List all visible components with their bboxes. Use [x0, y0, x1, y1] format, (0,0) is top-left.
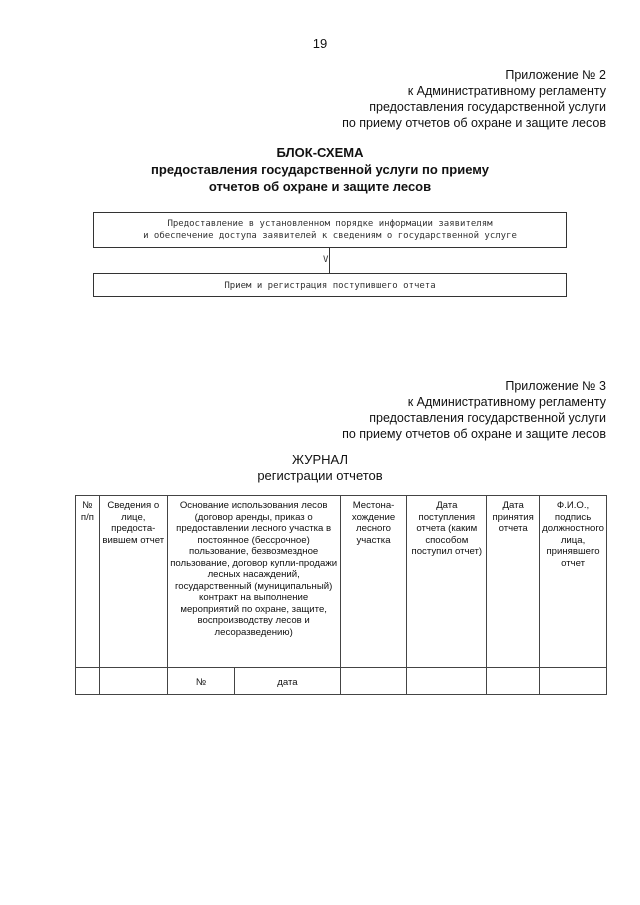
appendix-3-line: предоставления государственной услуги — [369, 411, 606, 425]
appendix-3-line: по приему отчетов об охране и защите лесов — [342, 427, 606, 441]
block-scheme-title-line: отчетов об охране и защите лесов — [208, 179, 432, 194]
header-cell-applicant: Сведения о лице, предоста-вившем отчет — [99, 496, 167, 668]
arrow-down-icon: V — [323, 255, 329, 265]
journal-subheading: регистрации отчетов — [257, 468, 383, 483]
journal-title — [0, 452, 640, 484]
appendix-2-line: предоставления государственной услуги — [369, 100, 606, 114]
subheader-cell-number: № — [167, 668, 235, 695]
table-cell — [540, 668, 607, 695]
header-cell-basis: Основание использования лесов (договор аренды, приказ о предоставлении лесного участка в постоянное (бессрочное) пользование, безвозмездное пользование, договор купли-продажи лесных насаждений, государственный (муниципальный) контракт на выполнение мероприятий по охране, защите, воспроизводству лесов и лесоразведению) — [167, 496, 340, 668]
flow-step-1-line: и обеспечение доступа заявителей к сведениям о государственной услуге — [143, 231, 517, 241]
appendix-2-line: Приложение № 2 — [505, 68, 606, 82]
table-cell — [340, 668, 407, 695]
flow-step-2-label: Прием и регистрация поступившего отчета — [224, 281, 436, 291]
header-cell-location: Местона-хождение лесного участка — [340, 496, 407, 668]
block-scheme-title-line: предоставления государственной услуги по приему — [151, 162, 489, 177]
journal-table — [75, 495, 607, 695]
table-cell — [99, 668, 167, 695]
appendix-3-heading — [342, 378, 606, 442]
subheader-cell-date: дата — [235, 668, 340, 695]
table-row — [76, 668, 607, 695]
appendix-3-line: Приложение № 3 — [505, 379, 606, 393]
appendix-2-line: к Административному регламенту — [407, 84, 606, 98]
appendix-2-line: по приему отчетов об охране и защите лесов — [342, 116, 606, 130]
appendix-2-heading — [342, 67, 606, 131]
page-number: 19 — [312, 36, 328, 51]
flow-connector — [329, 248, 330, 273]
table-cell — [407, 668, 487, 695]
header-cell-acceptance-date: Дата принятия отчета — [487, 496, 540, 668]
block-scheme-title — [0, 144, 640, 195]
flow-step-1-line: Предоставление в установленном порядке информации заявителям — [167, 219, 493, 229]
table-cell — [487, 668, 540, 695]
header-cell-number: № п/п — [76, 496, 100, 668]
table-cell — [76, 668, 100, 695]
block-scheme-title-line: БЛОК-СХЕМА — [276, 145, 364, 160]
header-cell-receipt-date: Дата поступления отчета (каким способом поступил отчет) — [407, 496, 487, 668]
flow-step-2 — [93, 273, 567, 297]
appendix-3-line: к Административному регламенту — [407, 395, 606, 409]
journal-heading: ЖУРНАЛ — [291, 452, 349, 467]
table-header-row — [76, 496, 607, 668]
flow-step-1 — [93, 212, 567, 248]
header-cell-official: Ф.И.О., подпись должностного лица, принявшего отчет — [540, 496, 607, 668]
